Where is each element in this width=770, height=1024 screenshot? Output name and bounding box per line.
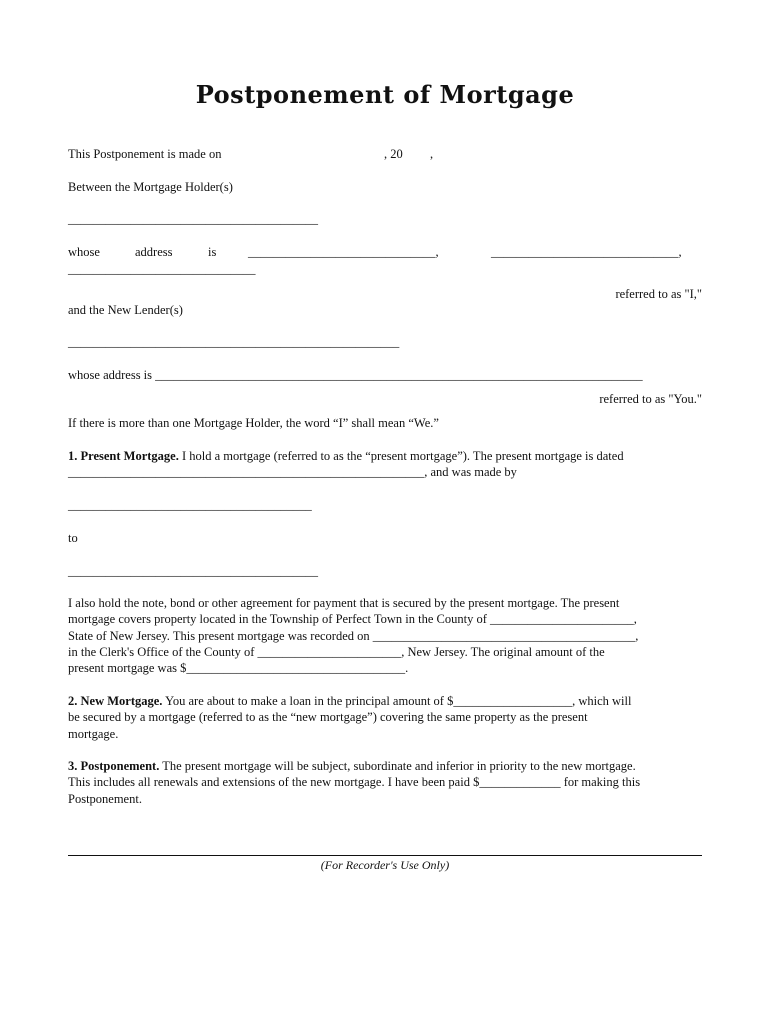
holder-address-blank-1: ______________________________, [248,245,439,259]
intro-year-prefix: , 20 [384,147,403,161]
section-2-line-2: be secured by a mortgage (referred to as the “new mortgage”) covering the same property as the present [68,710,588,725]
holder-whose: whose [68,245,100,259]
section-2-new-mortgage [68,693,702,742]
note-line-5: present mortgage was $ [68,661,187,676]
intro-made-on: This Postponement is made on [68,147,222,161]
holder-plural-note: If there is more than one Mortgage Holder, the word “I” shall mean “We.” [68,416,439,430]
section-1-heading: 1. Present Mortgage. [68,449,179,463]
document-title: Postponement of Mortgage [195,80,575,109]
to-label: to [68,531,78,545]
note-line-4: in the Clerk's Office of the County of _______________________, New Jersey. The original amount of the [68,644,605,659]
between-holder-label: Between the Mortgage Holder(s) [68,180,233,194]
recorder-divider [68,855,702,856]
section-3-postponement [68,758,702,807]
section-1-present-mortgage [68,448,702,481]
section-2-text: You are about to make a loan in the principal amount of $ [162,694,454,708]
holder-name-line: ________________________________________ [68,212,318,226]
holder-address-blank-3: ______________________________ [68,262,256,276]
note-line-2: mortgage covers property located in the Township of Perfect Town in the County of _______________________, [68,612,637,627]
section-1-text: I hold a mortgage (referred to as the “present mortgage”). The present mortgage is dated [178,449,624,463]
section-1-dated-line: _________________________________________________________, and was made by [68,465,517,480]
holder-is: is [208,245,217,259]
section-3-text: The present mortgage will be subject, subordinate and inferior in priority to the new mortgage. [159,759,636,773]
section-2-heading: 2. New Mortgage. [68,694,163,708]
new-lender-label: and the New Lender(s) [68,303,183,317]
section-2-text-end: , which will [572,694,632,708]
note-line-3: State of New Jersey. This present mortgage was recorded on __________________________________________, [68,628,639,643]
to-line: ________________________________________ [68,564,318,578]
note-line-5-end: . [405,661,409,676]
intro-comma: , [430,147,434,161]
lender-address-line: whose address is ______________________________________________________________________________ [68,368,643,382]
section-3-heading: 3. Postponement. [68,759,160,773]
made-by-line: _______________________________________ [68,498,312,512]
section-2-line-3: mortgage. [68,726,119,741]
recorder-use-label: (For Recorder's Use Only) [320,858,450,872]
section-3-line-2: This includes all renewals and extensions of the new mortgage. I have been paid $_____________ for making this [68,775,641,790]
holder-address-word: address [135,245,173,259]
holder-address-blank-2: ______________________________, [491,245,682,259]
note-paragraph [68,595,702,676]
holder-referred-as: referred to as "I," [615,287,702,301]
original-amount-blank: ___________________________________ [186,661,406,676]
lender-referred-as: referred to as "You." [599,392,702,406]
lender-name-line: _____________________________________________________ [68,335,400,349]
note-line-1: I also hold the note, bond or other agreement for payment that is secured by the present mortgage. The present [68,596,620,610]
principal-amount-blank: ___________________ [453,694,573,708]
section-3-line-3: Postponement. [68,791,142,806]
